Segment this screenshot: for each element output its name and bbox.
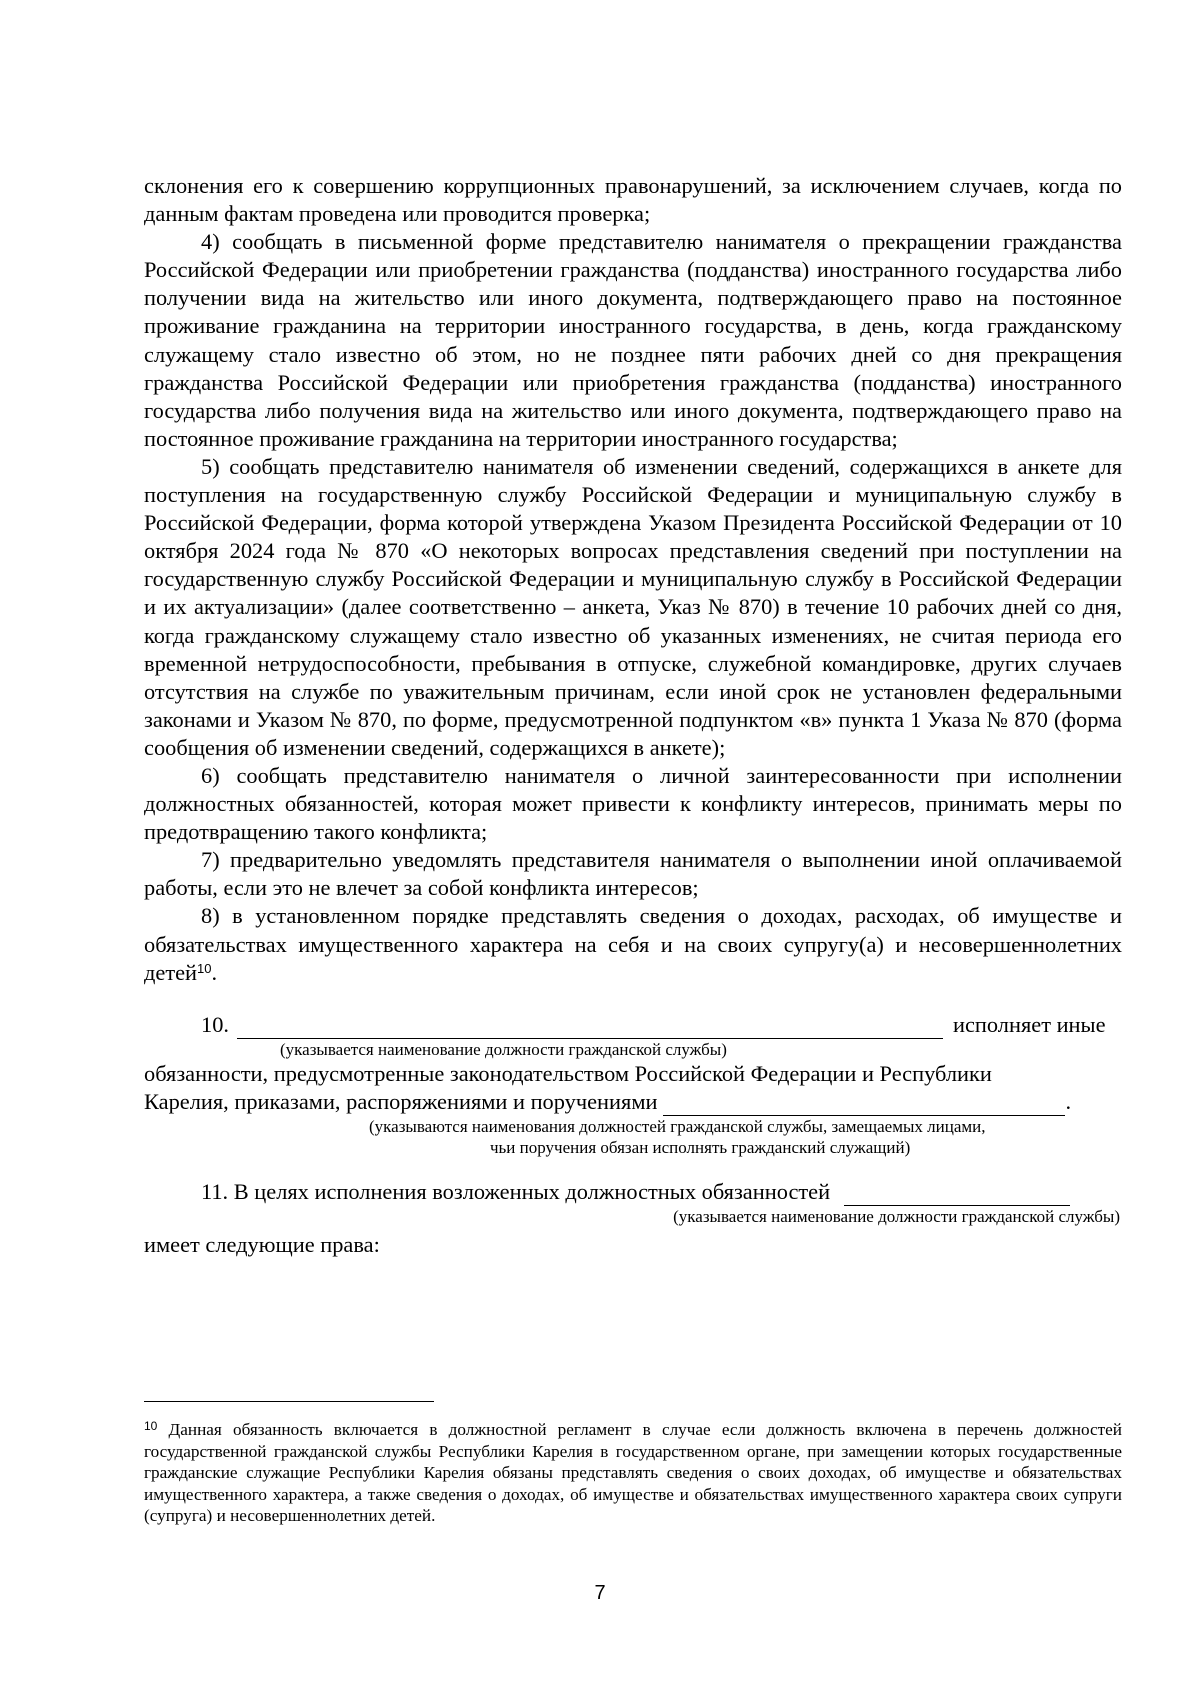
- paragraph-item-8-end: .: [211, 959, 218, 985]
- section-10-number: 10.: [201, 1011, 229, 1037]
- footnote-text: Данная обязанность включается в должностной регламент в случае если должность включена в перечень должностей государственной гражданской службы Республики Карелия в государственном органе, при замещении которых государственные гражданские служащие Республики Карелия обязаны представлять сведения о своих доходах, об имуществе и обязательствах имущественного характера, а также сведения о доходах, об имуществе и обязательствах имущественного характера своих супруги (супруга) и несовершеннолетних детей.: [144, 1420, 1122, 1526]
- paragraph-item-6: 6) сообщать представителю нанимателя о личной заинтересованности при исполнении должностных обязанностей, которая может привести к конфликту интересов, принимать меры по предотвращению такого конфликта;: [144, 762, 1122, 845]
- section-11-position-blank[interactable]: [844, 1183, 1070, 1206]
- section-10-line-3-end: .: [1065, 1088, 1072, 1114]
- paragraph-item-4: 4) сообщать в письменной форме представителю нанимателя о прекращении гражданства Российской Федерации или приобретении гражданства (подданства) иностранного государства либо получении вида на жительство или иного документа, подтверждающего право на постоянное проживание гражданина на территории иностранного государства, в день, когда гражданскому служащему стало известно об этом, но не позднее пяти рабочих дней со дня прекращения гражданства Российской Федерации или приобретения гражданства (подданства) иностранного государства либо получения вида на жительство или иного документа, подтверждающего право на постоянное проживание гражданина на территории иностранного государства;: [144, 229, 1122, 451]
- footnote-separator: [144, 1401, 434, 1402]
- section-10-line-2: обязанности, предусмотренные законодательством Российской Федерации и Республики: [144, 1060, 992, 1086]
- section-10-hint-1: (указывается наименование должности гражданской службы): [280, 1039, 727, 1059]
- section-10-line-1: [144, 1011, 1122, 1039]
- section-11-hint: (указывается наименование должности гражданской службы): [673, 1207, 1120, 1227]
- position-name-blank[interactable]: [237, 1016, 943, 1039]
- section-11-text: 11. В целях исполнения возложенных должностных обязанностей: [201, 1179, 831, 1204]
- section-10-line-3-text: Карелия, приказами, распоряжениями и поручениями: [144, 1088, 658, 1114]
- section-10-line-3: [144, 1088, 1122, 1116]
- section-10-hint-2a: (указываются наименования должностей гражданской службы, замещаемых лицами,: [369, 1117, 986, 1136]
- paragraph-continuation: склонения его к совершению коррупционных правонарушений, за исключением случаев, когда по данным фактам проведена или проводится проверка;: [144, 173, 1122, 227]
- section-10-after-blank: исполняет иные: [953, 1011, 1106, 1037]
- section-11-line-2: имеет следующие права:: [144, 1232, 380, 1258]
- footnote-number: 10: [144, 1419, 158, 1433]
- footnote: [144, 1419, 1122, 1527]
- paragraph-item-8-text: 8) в установленном порядке представлять сведения о доходах, расходах, об имуществе и обязательствах имущественного характера на себя и на своих супругу(а) и несовершеннолетних детей: [144, 903, 1122, 985]
- document-body: [144, 172, 1122, 1259]
- paragraph-item-5: 5) сообщать представителю нанимателя об изменении сведений, содержащихся в анкете для поступления на государственную службу Российской Федерации и муниципальную службу в Российской Федерации, форма которой утверждена Указом Президента Российской Федерации от 10 октября 2024 года № 870 «О некоторых вопросах представления сведений при поступлении на государственную службу Российской Федерации и муниципальную службу в Российской Федерации и их актуализации» (далее соответственно – анкета, Указ № 870) в течение 10 рабочих дней со дня, когда гражданскому служащему стало известно об указанных изменениях, не считая периода его временной нетрудоспособности, пребывания в отпуске, служебной командировке, других случаев отсутствия на службе по уважительным причинам, если иной срок не установлен федеральными законами и Указом № 870, по форме, предусмотренной подпунктом «в» пункта 1 Указа № 870 (форма сообщения об изменении сведений, содержащихся в анкете);: [144, 453, 1122, 760]
- page-number: 7: [594, 1582, 606, 1604]
- section-10-hint-2b: чьи поручения обязан исполнять гражданский служащий): [490, 1138, 911, 1157]
- superiors-blank[interactable]: [663, 1093, 1065, 1116]
- section-11-line-1: [144, 1178, 1122, 1206]
- paragraph-item-7: 7) предварительно уведомлять представителя нанимателя о выполнении иной оплачиваемой работы, если это не влечет за собой конфликта интересов;: [144, 847, 1122, 901]
- footnote-reference: 10: [197, 960, 212, 976]
- paragraph-item-8: [144, 902, 1122, 986]
